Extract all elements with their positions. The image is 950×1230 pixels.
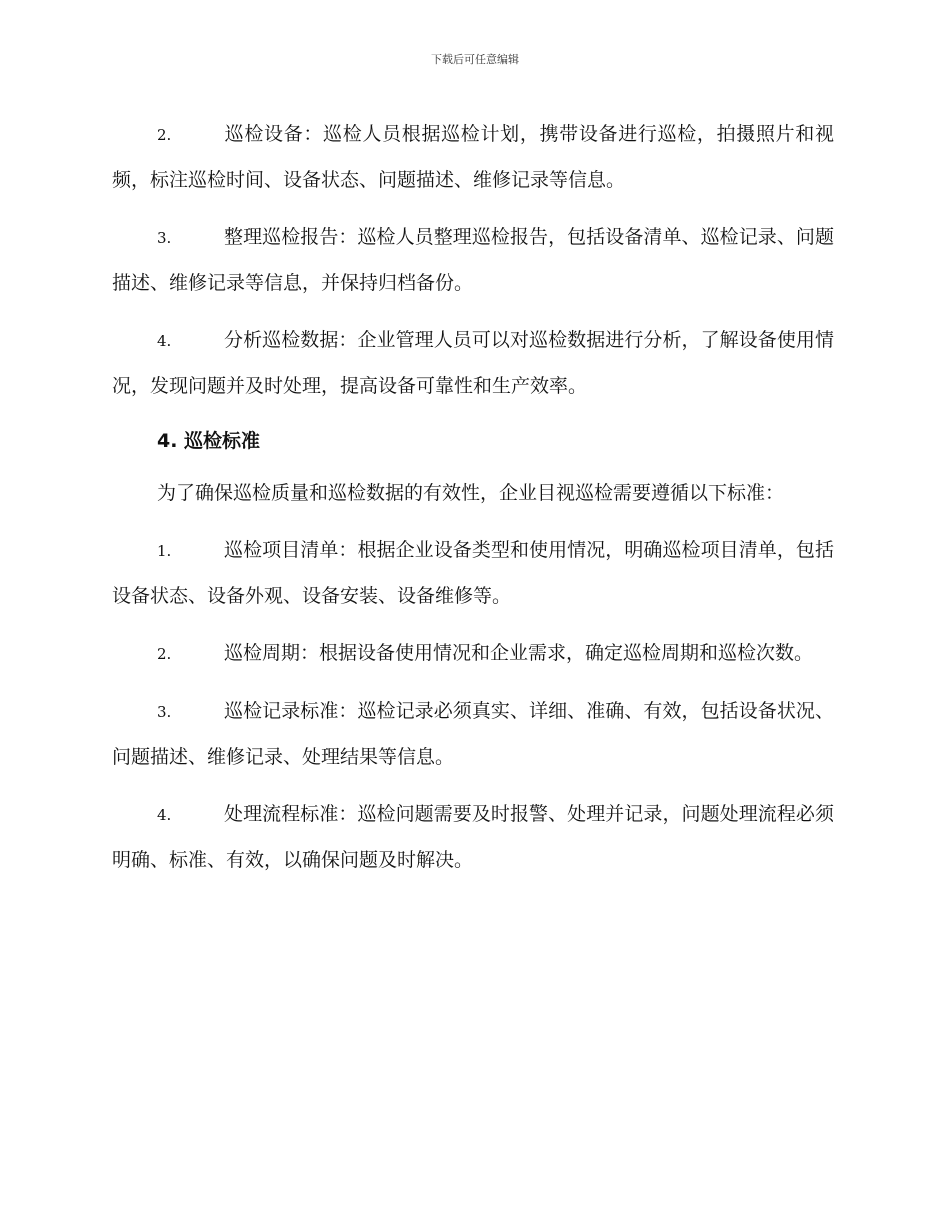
list-item-text: 巡检项目清单：根据企业设备类型和使用情况，明确巡检项目清单，包括设备状态、设备外观、设备安装、设备维修等。 xyxy=(112,539,834,607)
list-item-text: 分析巡检数据：企业管理人员可以对巡检数据进行分析，了解设备使用情况，发现问题并及时处理，提高设备可靠性和生产效率。 xyxy=(112,329,834,397)
list-item-text: 巡检周期：根据设备使用情况和企业需求，确定巡检周期和巡检次数。 xyxy=(224,642,814,664)
list-item-number: 1. xyxy=(157,542,172,560)
section-intro: 为了确保巡检质量和巡检数据的有效性，企业目视巡检需要遵循以下标准： xyxy=(157,482,785,504)
list-item-text: 处理流程标准：巡检问题需要及时报警、处理并记录，问题处理流程必须明确、标准、有效，以确保问题及时解决。 xyxy=(112,803,834,871)
list-item-number: 4. xyxy=(157,806,172,824)
list-item xyxy=(112,792,834,883)
list-item xyxy=(112,689,834,780)
list-item-number: 2. xyxy=(157,645,172,663)
list-item-number: 4. xyxy=(157,332,172,350)
section-heading: 4. 巡检标准 xyxy=(157,430,261,452)
list-item-number: 2. xyxy=(157,126,172,144)
list-item xyxy=(112,631,834,677)
list-item-text: 巡检记录标准：巡检记录必须真实、详细、准确、有效，包括设备状况、问题描述、维修记录、处理结果等信息。 xyxy=(112,700,834,768)
list-item-text: 整理巡检报告：巡检人员整理巡检报告，包括设备清单、巡检记录、问题描述、维修记录等信息，并保持归档备份。 xyxy=(112,226,834,294)
list-item-number: 3. xyxy=(157,229,172,247)
list-item-number: 3. xyxy=(157,703,172,721)
list-item xyxy=(112,112,834,203)
list-item xyxy=(112,215,834,306)
list-item xyxy=(112,528,834,619)
page-header: 下载后可任意编辑 xyxy=(431,53,519,66)
document-body xyxy=(112,112,834,895)
list-item-text: 巡检设备：巡检人员根据巡检计划，携带设备进行巡检，拍摄照片和视频，标注巡检时间、设备状态、问题描述、维修记录等信息。 xyxy=(112,123,834,191)
list-item xyxy=(112,318,834,409)
